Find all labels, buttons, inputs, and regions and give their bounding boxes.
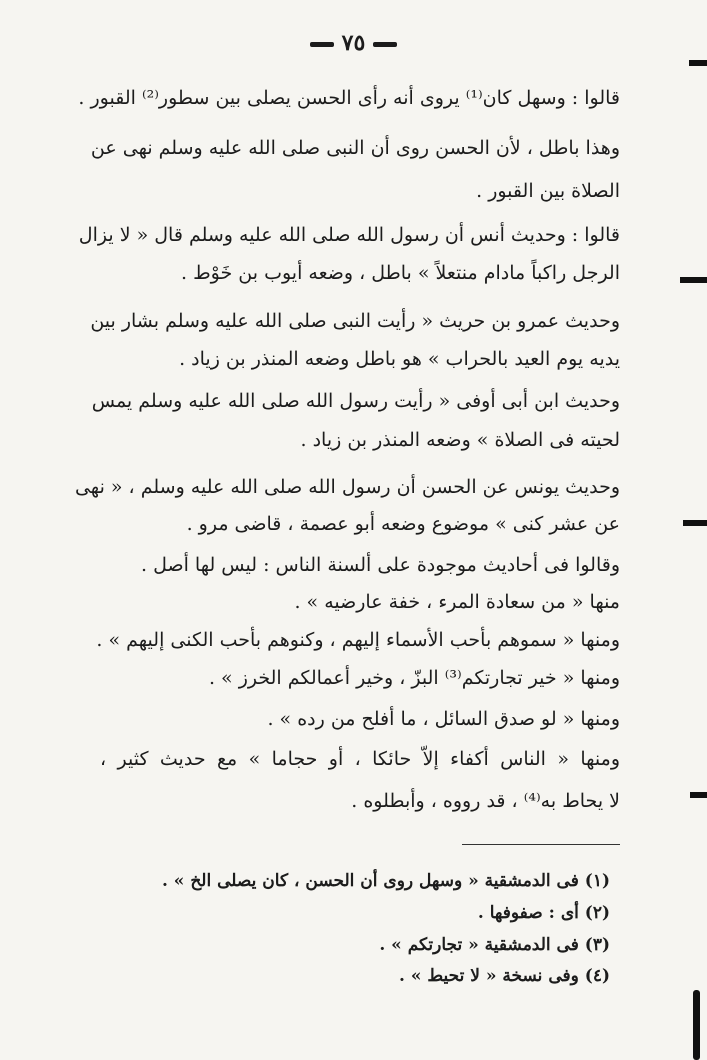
page-number-dash-left <box>310 42 334 47</box>
text-line: لحيته فى الصلاة » وضعه المنذر بن زياد . <box>300 429 620 451</box>
footnote: (٣) فى الدمشقية « تجارتكم » . <box>379 935 610 955</box>
footnote-divider <box>462 844 620 845</box>
text-line: الرجل راكباً مادام منتعلاً » باطل ، وضعه أيوب بن خَوْط . <box>181 262 620 284</box>
text-line: ومنها « الناس أكفاء إلاّ حائكا ، أو حجاما » مع حديث كثير ، <box>100 748 620 770</box>
text-line: الصلاة بين القبور . <box>476 180 620 202</box>
text-line: وحديث عمرو بن حريث « رأيت النبى صلى الله عليه وسلم بشار بين <box>90 310 620 332</box>
page-number-text: ٧٥ <box>341 30 366 56</box>
page-number-dash-right <box>373 42 397 47</box>
footnote: (٤) وفى نسخة « لا تحيط » . <box>399 966 610 986</box>
scan-margin-mark <box>683 520 707 526</box>
scan-edge-shadow <box>693 990 700 1060</box>
text-line: ومنها « لو صدق السائل ، ما أفلح من رده » . <box>267 708 620 730</box>
text-line: لا يحاط به⁽⁴⁾ ، قد رووه ، وأبطلوه . <box>351 790 620 812</box>
text-line: وحديث يونس عن الحسن أن رسول الله صلى الله عليه وسلم ، « نهى <box>74 476 620 498</box>
text-line: ومنها « خير تجارتكم⁽³⁾ البزّ ، وخير أعمالكم الخرز » . <box>208 667 620 689</box>
text-line: منها « من سعادة المرء ، خفة عارضيه » . <box>294 591 620 613</box>
text-line: قالوا : وحديث أنس أن رسول الله صلى الله عليه وسلم قال « لا يزال <box>78 224 620 246</box>
text-line: وقالوا فى أحاديث موجودة على ألسنة الناس : ليس لها أصل . <box>141 554 620 576</box>
scan-margin-mark <box>689 60 707 66</box>
text-line: يديه يوم العيد بالحراب » هو باطل وضعه المنذر بن زياد . <box>179 348 620 370</box>
footnote: (١) فى الدمشقية « وسهل روى أن الحسن ، كان يصلى الخ » . <box>161 871 610 891</box>
page-number <box>0 30 707 56</box>
text-line: عن عشر كنى » موضوع وضعه أبو عصمة ، قاضى مرو . <box>186 513 620 535</box>
text-line: ومنها « سموهم بأحب الأسماء إليهم ، وكنوهم بأحب الكنى إليهم » . <box>96 629 620 651</box>
footnote: (٢) أى : صفوفها . <box>477 903 610 923</box>
scan-margin-mark <box>690 792 707 798</box>
text-line: قالوا : وسهل كان⁽¹⁾ يروى أنه رأى الحسن يصلى بين سطور⁽²⁾ القبور . <box>78 87 620 109</box>
scan-margin-mark <box>680 277 707 283</box>
text-line: وحديث ابن أبى أوفى « رأيت رسول الله صلى الله عليه وسلم يمس <box>91 390 620 412</box>
text-line: وهذا باطل ، لأن الحسن روى أن النبى صلى الله عليه وسلم نهى عن <box>90 137 620 159</box>
